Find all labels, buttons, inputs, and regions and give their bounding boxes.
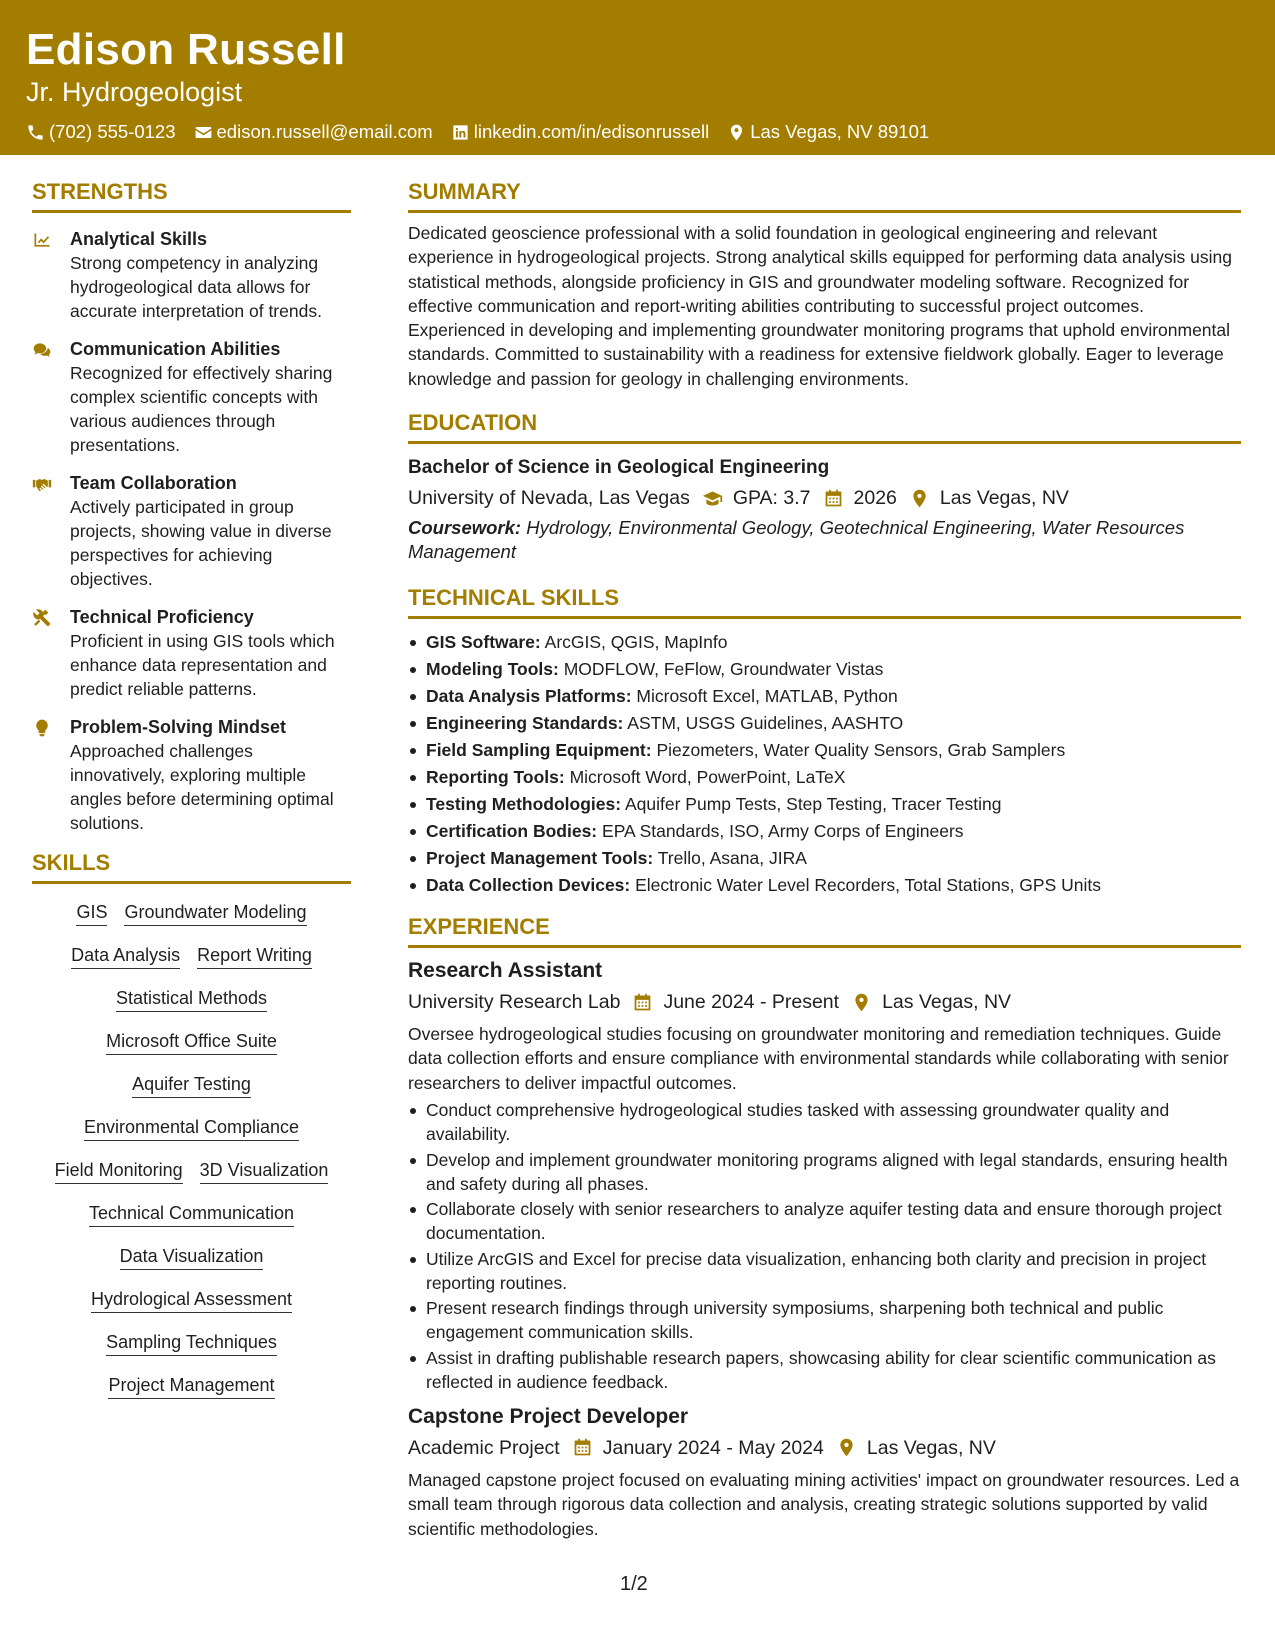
- job-meta: [408, 988, 1241, 1016]
- calendar-icon: [632, 992, 653, 1013]
- job-location: Las Vegas, NV: [882, 991, 1012, 1014]
- strength-title: Team Collaboration: [70, 473, 237, 493]
- tech-skill-label: Reporting Tools:: [426, 767, 565, 788]
- linkedin-link[interactable]: linkedin.com/in/edisonrussell: [473, 121, 710, 142]
- tech-skill-item: [408, 737, 1241, 764]
- job-bullet: Utilize ArcGIS and Excel for precise data visualization, enhancing both clarity and precision in project reporting routines.: [408, 1247, 1241, 1295]
- strength-item: [32, 471, 351, 591]
- skill-tag: Data Visualization: [120, 1244, 264, 1270]
- job-dates: January 2024 - May 2024: [602, 1436, 824, 1459]
- tech-skill-label: Data Analysis Platforms:: [426, 686, 632, 707]
- tech-skill-value: Electronic Water Level Recorders, Total Stations, GPS Units: [635, 875, 1101, 896]
- gpa-text: GPA: 3.7: [732, 487, 811, 510]
- tech-skill-label: Certification Bodies:: [426, 821, 598, 842]
- strength-item: [32, 337, 351, 457]
- tech-skill-item: [408, 791, 1241, 818]
- tech-skill-value: EPA Standards, ISO, Army Corps of Engineers: [602, 821, 964, 842]
- tech-skill-label: Field Sampling Equipment:: [426, 740, 652, 761]
- coursework-list: Hydrology, Environmental Geology, Geotechnical Engineering, Water Resources Management: [408, 517, 1185, 563]
- contact-bar: [26, 120, 1249, 144]
- tech-skill-value: MODFLOW, FeFlow, Groundwater Vistas: [563, 659, 884, 680]
- summary-heading: SUMMARY: [408, 180, 1241, 213]
- tech-skill-label: GIS Software:: [426, 632, 541, 653]
- strength-title: Technical Proficiency: [70, 607, 254, 627]
- job-title: Research Assistant: [408, 959, 603, 983]
- degree-title: Bachelor of Science in Geological Engineering: [408, 457, 830, 479]
- technical-skills-heading: TECHNICAL SKILLS: [408, 586, 1241, 619]
- school-name: University of Nevada, Las Vegas: [408, 487, 690, 510]
- job-title: Capstone Project Developer: [408, 1404, 689, 1428]
- strength-item: [32, 605, 351, 701]
- tech-skill-value: Piezometers, Water Quality Sensors, Grab Samplers: [656, 740, 1066, 761]
- map-pin-icon: [836, 1437, 857, 1458]
- tech-skill-value: ArcGIS, QGIS, MapInfo: [544, 632, 728, 653]
- summary-text: Dedicated geoscience professional with a solid foundation in geological engineering and relevant experience in hydrogeological projects. Strong analytical skills equipped for performing data analysis using statistical methods, alongside proficiency in GIS and groundwater modeling software. Recognized for effective communication and report-writing abilities contributing to successful project outcomes. Experienced in developing and implementing groundwater monitoring programs that uphold environmental standards. Committed to sustainability with a readiness for extensive fieldwork globally. Eager to leverage knowledge and passion for geology in challenging environments.: [408, 223, 1232, 389]
- strength-desc: Approached challenges innovatively, exploring multiple angles before determining optimal solutions.: [70, 741, 334, 833]
- skill-tag: Aquifer Testing: [132, 1072, 251, 1098]
- handshake-icon: [32, 474, 52, 494]
- job-org: Academic Project: [408, 1436, 560, 1459]
- job-description: Oversee hydrogeological studies focusing on groundwater monitoring and remediation techniques. Guide data collection efforts and ensure compliance with environmental standards while collaborating with senior researchers to deliver impactful outcomes.: [408, 1024, 1229, 1093]
- contact-phone: [26, 120, 176, 144]
- experience-heading: EXPERIENCE: [408, 915, 1241, 948]
- skills-tags: [32, 900, 351, 1399]
- grad-year: 2026: [853, 487, 897, 510]
- tech-skill-value: ASTM, USGS Guidelines, AASHTO: [627, 713, 904, 734]
- comments-icon: [32, 340, 52, 360]
- tech-skill-item: [408, 710, 1241, 737]
- job-dates: June 2024 - Present: [663, 991, 840, 1014]
- tech-skill-item: [408, 818, 1241, 845]
- tech-skill-item: [408, 656, 1241, 683]
- tech-skill-label: Modeling Tools:: [426, 659, 559, 680]
- job-description: Managed capstone project focused on evaluating mining activities' impact on groundwater resources. Led a small team through rigorous data collection and analysis, creating strategic solutions supported by valid scientific methodologies.: [408, 1469, 1240, 1539]
- location-text: Las Vegas, NV 89101: [750, 121, 930, 142]
- tech-skill-item: [408, 683, 1241, 710]
- tech-skill-value: Aquifer Pump Tests, Step Testing, Tracer Testing: [625, 794, 1002, 815]
- tech-skill-item: [408, 872, 1241, 899]
- tech-skill-label: Data Collection Devices:: [426, 875, 631, 896]
- skills-section: [32, 851, 351, 1399]
- chart-line-icon: [32, 230, 52, 250]
- skill-tag: Field Monitoring: [55, 1158, 183, 1184]
- technical-skills-list: [408, 629, 1241, 899]
- tech-skill-label: Testing Methodologies:: [426, 794, 622, 815]
- strength-desc: Recognized for effectively sharing complex scientific concepts with various audiences through presentations.: [70, 363, 333, 455]
- calendar-icon: [572, 1437, 593, 1458]
- tools-icon: [32, 608, 52, 628]
- strength-desc: Proficient in using GIS tools which enhance data representation and predict reliable patterns.: [70, 631, 335, 699]
- contact-linkedin[interactable]: [451, 120, 709, 144]
- job-bullet: Assist in drafting publishable research papers, showcasing ability for clear scientific communication as reflected in audience feedback.: [408, 1346, 1241, 1394]
- linkedin-icon: [451, 123, 470, 142]
- job-meta: [408, 1434, 1241, 1462]
- page-number: 1/2: [620, 1573, 648, 1595]
- strength-title: Analytical Skills: [70, 229, 208, 249]
- candidate-name: Edison Russell: [26, 25, 346, 74]
- skill-tag: Hydrological Assessment: [91, 1287, 292, 1313]
- strength-item: [32, 715, 351, 835]
- job-bullets: [408, 1098, 1241, 1394]
- job-location: Las Vegas, NV: [866, 1436, 996, 1459]
- tech-skill-item: [408, 845, 1241, 872]
- map-pin-icon: [727, 123, 746, 142]
- phone-icon: [26, 123, 45, 142]
- left-column: [32, 180, 351, 1416]
- tech-skill-value: Microsoft Word, PowerPoint, LaTeX: [569, 767, 846, 788]
- lightbulb-icon: [32, 718, 52, 738]
- phone-text: (702) 555-0123: [49, 121, 176, 142]
- job-entry: [408, 1404, 1241, 1541]
- tech-skill-item: [408, 629, 1241, 656]
- calendar-icon: [823, 488, 844, 509]
- candidate-title: Jr. Hydrogeologist: [26, 77, 243, 107]
- strength-desc: Strong competency in analyzing hydrogeological data allows for accurate interpretation of trends.: [70, 253, 322, 321]
- strengths-list: [32, 227, 351, 835]
- job-bullet: Conduct comprehensive hydrogeological studies tasked with assessing groundwater quality and availability.: [408, 1098, 1241, 1146]
- skill-tag: Groundwater Modeling: [124, 900, 306, 926]
- skill-tag: Technical Communication: [89, 1201, 294, 1227]
- strengths-heading: STRENGTHS: [32, 180, 351, 213]
- job-bullet: Present research findings through university symposiums, sharpening both technical and public engagement communication skills.: [408, 1296, 1241, 1344]
- skill-tag: Project Management: [108, 1373, 274, 1399]
- job-bullet: Collaborate closely with senior researchers to analyze aquifer testing data and ensure thorough project documentation.: [408, 1197, 1241, 1245]
- map-pin-icon: [909, 488, 930, 509]
- job-entry: [408, 958, 1241, 1394]
- strength-item: [32, 227, 351, 323]
- right-column: [408, 180, 1241, 1541]
- skill-tag: Report Writing: [197, 943, 312, 969]
- envelope-icon: [194, 123, 213, 142]
- skill-tag: Environmental Compliance: [84, 1115, 299, 1141]
- email-link[interactable]: edison.russell@email.com: [216, 121, 433, 142]
- resume-header: [0, 0, 1275, 155]
- skill-tag: Data Analysis: [71, 943, 180, 969]
- skill-tag: Microsoft Office Suite: [106, 1029, 277, 1055]
- tech-skill-label: Project Management Tools:: [426, 848, 654, 869]
- contact-email[interactable]: [194, 120, 433, 144]
- tech-skill-item: [408, 764, 1241, 791]
- tech-skill-label: Engineering Standards:: [426, 713, 624, 734]
- education-location: Las Vegas, NV: [939, 487, 1069, 510]
- strength-title: Problem-Solving Mindset: [70, 717, 287, 737]
- strength-title: Communication Abilities: [70, 339, 281, 359]
- graduation-cap-icon: [702, 488, 723, 509]
- map-pin-icon: [851, 992, 872, 1013]
- contact-location: [727, 120, 929, 144]
- job-bullet: Develop and implement groundwater monitoring programs aligned with legal standards, ensuring health and safety during all phases.: [408, 1148, 1241, 1196]
- education-heading: EDUCATION: [408, 411, 1241, 444]
- skills-heading: SKILLS: [32, 851, 351, 884]
- tech-skill-value: Microsoft Excel, MATLAB, Python: [636, 686, 898, 707]
- job-org: University Research Lab: [408, 991, 621, 1014]
- skill-tag: Sampling Techniques: [106, 1330, 277, 1356]
- education-meta: [408, 484, 1241, 512]
- skill-tag: GIS: [76, 900, 107, 926]
- skill-tag: 3D Visualization: [200, 1158, 329, 1184]
- coursework: [408, 516, 1241, 564]
- tech-skill-value: Trello, Asana, JIRA: [657, 848, 807, 869]
- skill-tag: Statistical Methods: [116, 986, 267, 1012]
- coursework-label: Coursework:: [408, 517, 522, 539]
- strength-desc: Actively participated in group projects, showing value in diverse perspectives for achieving objectives.: [70, 497, 332, 589]
